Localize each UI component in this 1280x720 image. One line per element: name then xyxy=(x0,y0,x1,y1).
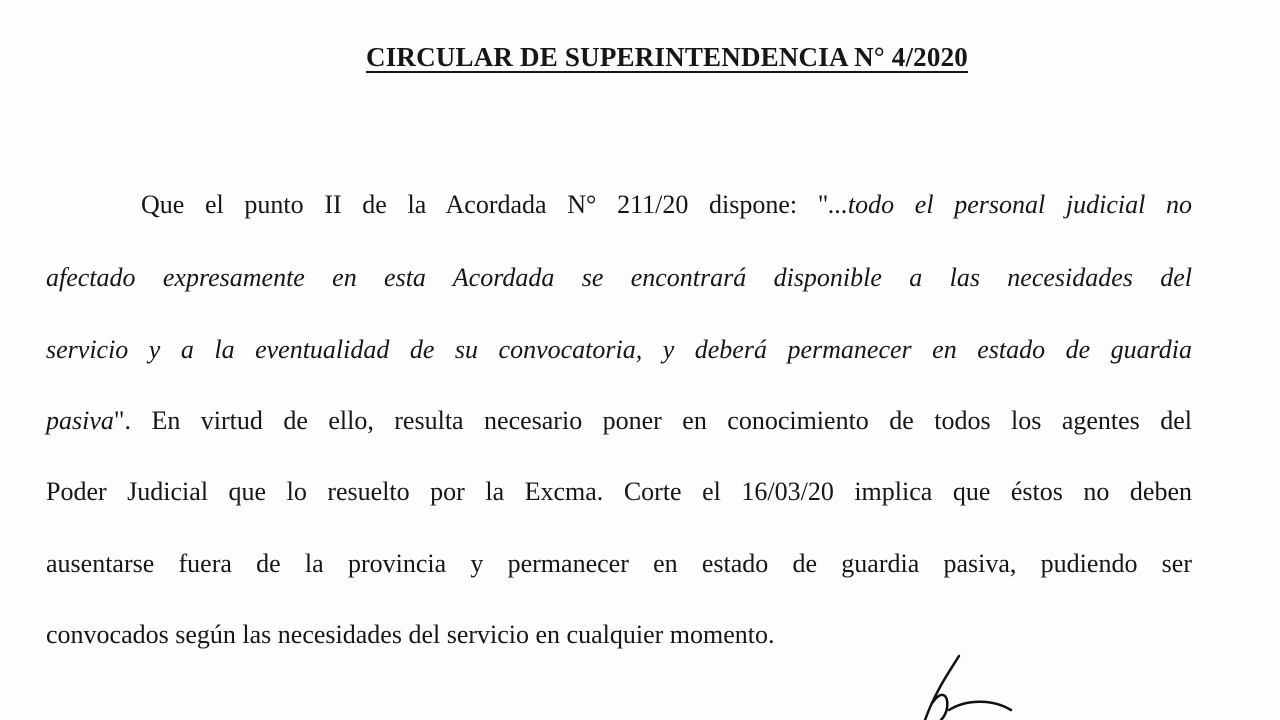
line-4-plain-text: ". En virtud de ello, resulta necesario poner en conocimiento de todos los agentes del xyxy=(113,406,1192,435)
handwritten-signature xyxy=(895,650,1035,720)
paragraph-line-1 xyxy=(141,190,1192,220)
line-4-italic-text: pasiva xyxy=(46,406,114,435)
paragraph-line-6 xyxy=(46,549,1192,579)
line-3-italic-text: servicio y a la eventualidad de su convocatoria, y deberá permanecer en estado de guardia xyxy=(46,335,1192,364)
document-title: CIRCULAR DE SUPERINTENDENCIA N° 4/2020 xyxy=(366,42,968,72)
line-1-italic-text: ...todo el personal judicial no xyxy=(828,190,1193,219)
paragraph-line-3 xyxy=(46,335,1192,365)
line-2-italic-text: afectado expresamente en esta Acordada se encontrará disponible a las necesidades del xyxy=(46,263,1192,292)
line-6-plain-text: ausentarse fuera de la provincia y permanecer en estado de guardia pasiva, pudiendo ser xyxy=(46,549,1192,578)
paragraph-line-5 xyxy=(46,477,1192,507)
paragraph-line-2 xyxy=(46,263,1192,293)
paragraph-line-7 xyxy=(46,620,1192,650)
paragraph-line-4 xyxy=(46,406,1192,436)
line-1-plain-text: Que el punto II de la Acordada N° 211/20 dispone: " xyxy=(141,190,829,219)
line-7-plain-text: convocados según las necesidades del servicio en cualquier momento. xyxy=(46,620,775,649)
line-5-plain-text: Poder Judicial que lo resuelto por la Excma. Corte el 16/03/20 implica que éstos no deben xyxy=(46,477,1192,506)
